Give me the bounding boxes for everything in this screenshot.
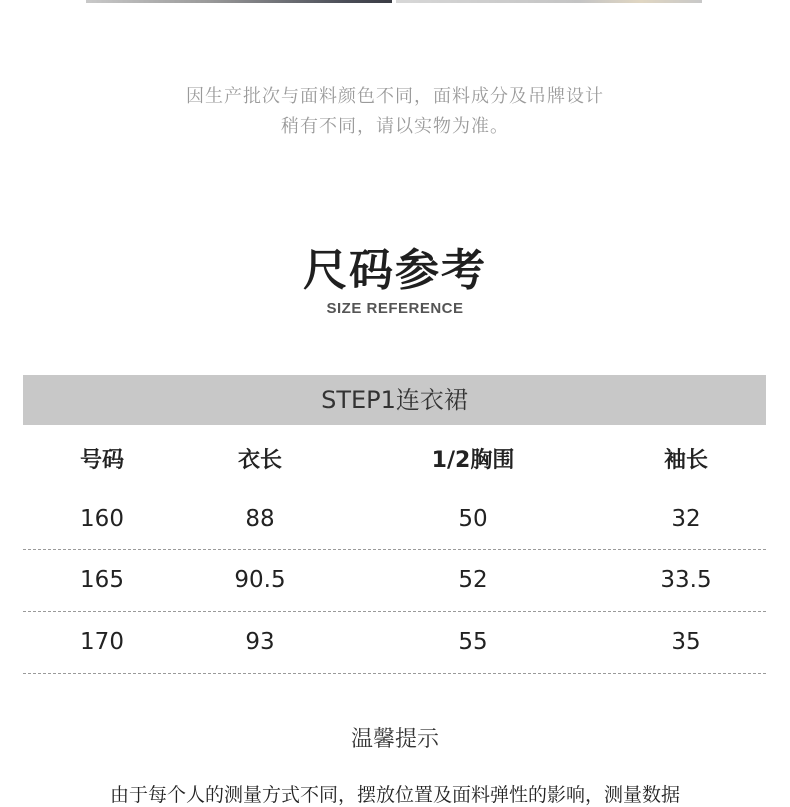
table-header-row bbox=[23, 433, 766, 489]
size-table bbox=[23, 433, 766, 674]
header-half-chest: 1/2胸围 bbox=[431, 448, 515, 473]
notice-line-1: 因生产批次与面料颜色不同，面料成分及吊牌设计 bbox=[186, 86, 604, 107]
section-title: 尺码参考 bbox=[303, 245, 487, 296]
tips-text: 由于每个人的测量方式不同，摆放位置及面料弹性的影响，测量数据 bbox=[109, 784, 680, 806]
header-length: 衣长 bbox=[237, 448, 282, 473]
top-product-photos bbox=[0, 0, 790, 4]
cell-size: 165 bbox=[80, 567, 124, 593]
step-bar: STEP1连衣裙 bbox=[23, 375, 766, 425]
notice-text bbox=[0, 82, 790, 142]
cell-half-chest: 50 bbox=[458, 506, 488, 532]
header-size: 号码 bbox=[79, 448, 124, 473]
cell-sleeve: 35 bbox=[671, 629, 701, 655]
header-sleeve: 袖长 bbox=[663, 448, 708, 473]
cell-length: 90.5 bbox=[234, 567, 286, 593]
table-row bbox=[23, 550, 766, 612]
cell-sleeve: 32 bbox=[671, 506, 701, 532]
cell-sleeve: 33.5 bbox=[660, 567, 712, 593]
cell-size: 160 bbox=[80, 506, 124, 532]
cell-half-chest: 55 bbox=[458, 629, 488, 655]
cell-half-chest: 52 bbox=[458, 567, 488, 593]
cell-length: 88 bbox=[245, 506, 275, 532]
notice-line-2: 稍有不同，请以实物为准。 bbox=[281, 116, 509, 137]
table-row bbox=[23, 612, 766, 674]
product-photo-left bbox=[86, 0, 392, 3]
cell-length: 93 bbox=[245, 629, 275, 655]
table-row bbox=[23, 489, 766, 550]
section-subtitle: SIZE REFERENCE bbox=[326, 300, 464, 317]
cell-size: 170 bbox=[80, 629, 124, 655]
tips-title: 温馨提示 bbox=[350, 727, 439, 752]
product-photo-right bbox=[396, 0, 702, 3]
